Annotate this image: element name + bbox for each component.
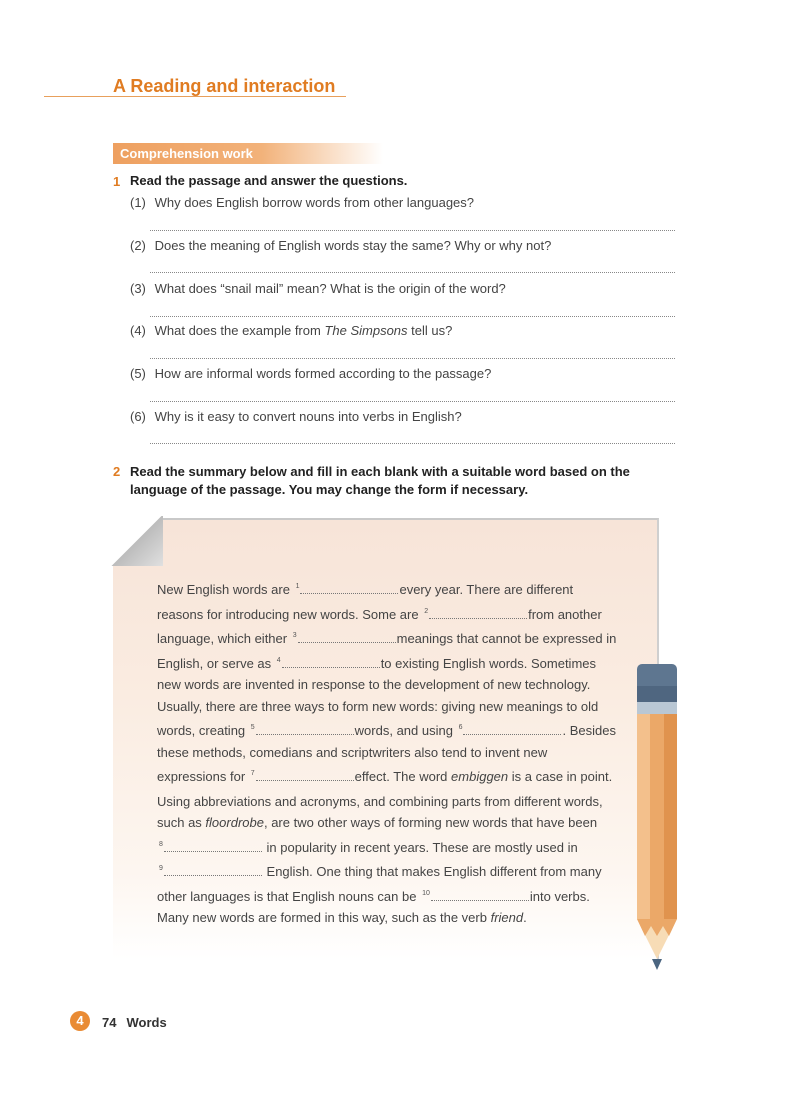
blank-number: 10: [422, 889, 430, 897]
question-item-text: Does the meaning of English words stay the same? Why or why not?: [154, 238, 552, 253]
page-number: 74: [102, 1015, 117, 1030]
summary-italic-word: floordrobe: [205, 815, 264, 830]
question-item-4: [130, 323, 452, 338]
blank-number: 9: [159, 865, 163, 872]
blank-number: 3: [292, 632, 297, 639]
summary-text-run: from another language, which either: [157, 606, 602, 646]
question-item-text-after: tell us?: [407, 323, 453, 338]
question-2-instruction: [130, 463, 630, 499]
pencil-icon: [637, 664, 677, 974]
summary-italic-word: friend: [490, 910, 524, 925]
summary-paragraph-1: [157, 576, 617, 788]
answer-line-5[interactable]: [150, 401, 675, 402]
question-item-3: [130, 281, 506, 296]
summary-text-run: English. One thing that makes English different from many other languages is that English nouns can be: [157, 864, 602, 904]
summary-text-run: is a case in point.: [508, 769, 613, 784]
summary-text-run: .: [523, 910, 527, 925]
question-item-number: (3): [130, 281, 146, 296]
question-2-number: 2: [113, 464, 121, 479]
summary-text-run: in popularity in recent years. These are mostly used in: [266, 839, 578, 855]
question-item-text: How are informal words formed according to the passage?: [154, 366, 492, 381]
question-item-text-before: What does the example from: [154, 323, 325, 338]
question-item-2: [130, 238, 551, 253]
section-rule: [44, 96, 346, 97]
blank-3[interactable]: [298, 630, 396, 643]
unit-number-badge: 4: [70, 1011, 90, 1031]
summary-italic-word: embiggen: [451, 769, 509, 784]
question-item-italic: The Simpsons: [324, 323, 408, 338]
answer-line-2[interactable]: [150, 272, 675, 273]
blank-row-9: [157, 858, 617, 929]
summary-text-run: New English words are: [157, 582, 294, 597]
question-item-number: (1): [130, 195, 146, 210]
blank-number: 8: [159, 840, 163, 848]
blank-row-8: [157, 834, 617, 859]
summary-text-run: , are two other ways of forming new words that have been: [263, 815, 598, 830]
section-title: [113, 76, 335, 97]
blank-number: 4: [276, 656, 281, 664]
unit-title: Words: [126, 1015, 167, 1030]
blank-8[interactable]: [164, 839, 262, 852]
summary-text-run: into verbs. Many new words are formed in this way, such as the verb: [157, 888, 590, 925]
answer-line-6[interactable]: [150, 443, 675, 444]
question-item-5: [130, 366, 491, 381]
question-item-6: [130, 409, 462, 424]
summary-text-run: effect. The word: [354, 769, 452, 784]
answer-line-3[interactable]: [150, 316, 675, 317]
section-title-text: Reading and interaction: [130, 76, 336, 96]
blank-number: 5: [250, 724, 255, 731]
blank-6[interactable]: [463, 722, 561, 735]
question-item-number: (4): [130, 323, 146, 338]
question-item-1: [130, 195, 474, 210]
summary-text-run: . Besides these methods, comedians and scriptwriters also tend to invent new expressions for: [157, 723, 616, 784]
answer-line-4[interactable]: [150, 358, 675, 359]
section-letter: A: [113, 76, 126, 96]
question-item-number: (6): [130, 409, 146, 424]
blank-9[interactable]: [164, 863, 262, 876]
question-item-text: Why does English borrow words from other languages?: [154, 195, 475, 210]
answer-line-1[interactable]: [150, 230, 675, 231]
question-item-text: Why is it easy to convert nouns into verbs in English?: [154, 409, 462, 424]
blank-number: 6: [458, 724, 463, 731]
blank-2[interactable]: [429, 606, 527, 619]
summary-text-run: to existing English words. Sometimes new words are invented in response to the development of new technology. Usually, there are three ways to form new words: giving new meanings to old words, creating: [157, 655, 599, 738]
blank-4[interactable]: [282, 655, 380, 668]
summary-text-run: Using abbreviations and acronyms, and combining parts from different words, such as: [157, 793, 603, 830]
blank-number: 2: [424, 607, 429, 615]
question-item-number: (2): [130, 238, 146, 253]
summary-text-run: every year. There are different reasons for introducing new words. Some are: [157, 582, 574, 622]
blank-7[interactable]: [256, 768, 354, 781]
summary-paragraph-2: [157, 791, 617, 929]
blank-5[interactable]: [256, 722, 354, 735]
question-2-instruction-line-1: Read the summary below and fill in each blank with a suitable word based on the: [130, 464, 630, 479]
page-footer: [102, 1015, 167, 1030]
subsection-banner: [113, 143, 383, 164]
summary-text-run: meanings that cannot be expressed in English, or serve as: [157, 631, 617, 671]
page-fold-corner: [111, 516, 163, 566]
question-1-instruction: Read the passage and answer the questions.: [130, 173, 408, 188]
blank-number: 1: [295, 583, 300, 590]
question-1-number: 1: [113, 174, 121, 189]
blank-number: 7: [250, 770, 255, 777]
summary-text: [157, 576, 617, 929]
question-item-number: (5): [130, 366, 146, 381]
question-item-text: What does “snail mail” mean? What is the origin of the word?: [154, 281, 506, 296]
blank-10[interactable]: [431, 888, 529, 901]
blank-1[interactable]: [300, 581, 398, 594]
question-2-instruction-line-2: language of the passage. You may change the form if necessary.: [130, 482, 529, 497]
subsection-label: Comprehension work: [120, 146, 253, 161]
summary-text-run: words, and using: [354, 723, 457, 738]
